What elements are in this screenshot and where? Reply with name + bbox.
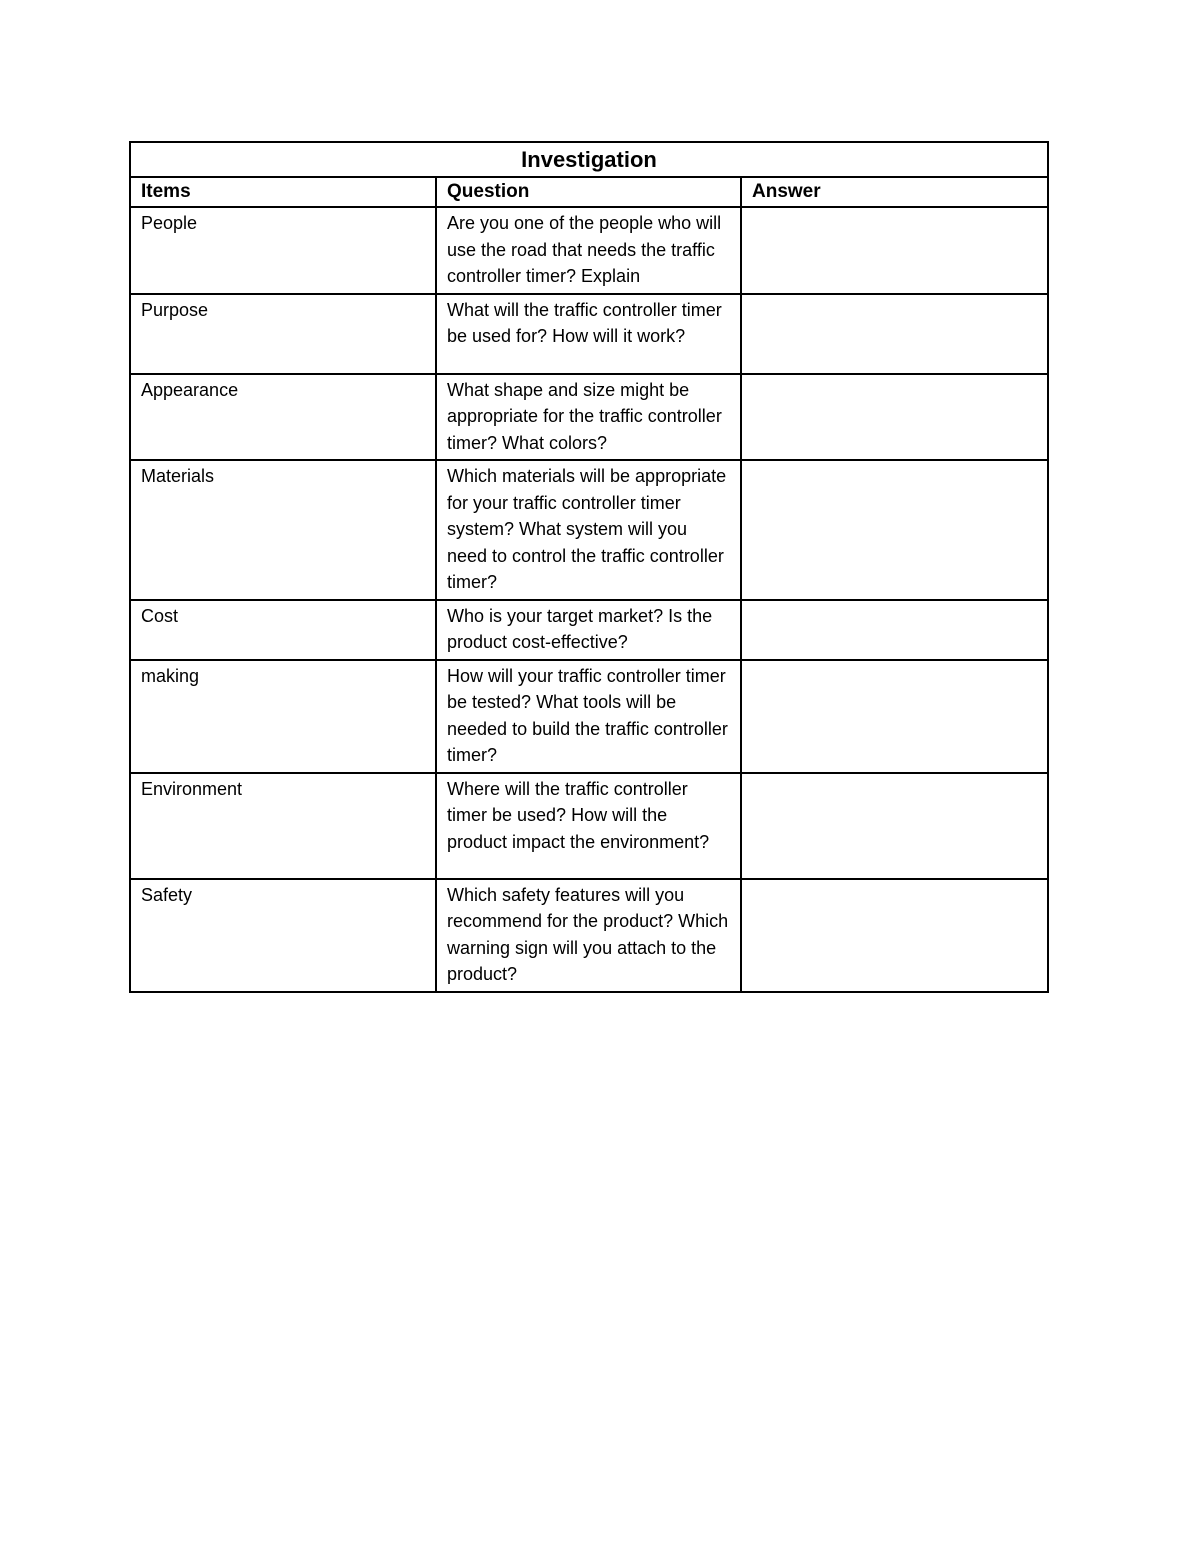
answer-cell[interactable]: [741, 879, 1048, 992]
item-cell: Environment: [130, 773, 436, 879]
question-cell: Where will the traffic controller timer be used? How will the product impact the environment?: [436, 773, 741, 879]
table-row: [130, 773, 1048, 879]
question-cell: Which materials will be appropriate for your traffic controller timer system? What system will you need to control the traffic controller timer?: [436, 460, 741, 600]
item-cell: making: [130, 660, 436, 773]
table-row: [130, 374, 1048, 461]
item-cell: Appearance: [130, 374, 436, 461]
table-row: [130, 207, 1048, 294]
answer-cell[interactable]: [741, 294, 1048, 374]
answer-cell[interactable]: [741, 207, 1048, 294]
item-cell: Cost: [130, 600, 436, 660]
header-items: Items: [130, 177, 436, 207]
investigation-sheet: [129, 141, 1047, 993]
answer-cell[interactable]: [741, 660, 1048, 773]
table-row: [130, 879, 1048, 992]
question-cell: How will your traffic controller timer be tested? What tools will be needed to build the traffic controller timer?: [436, 660, 741, 773]
table-row: [130, 294, 1048, 374]
answer-cell[interactable]: [741, 773, 1048, 879]
item-cell: Safety: [130, 879, 436, 992]
answer-cell[interactable]: [741, 600, 1048, 660]
header-question: Question: [436, 177, 741, 207]
investigation-table: [129, 141, 1049, 993]
item-cell: Materials: [130, 460, 436, 600]
question-cell: What shape and size might be appropriate for the traffic controller timer? What colors?: [436, 374, 741, 461]
table-row: [130, 460, 1048, 600]
question-cell: Which safety features will you recommend for the product? Which warning sign will you attach to the product?: [436, 879, 741, 992]
answer-cell[interactable]: [741, 374, 1048, 461]
title-row: [130, 142, 1048, 177]
table-row: [130, 600, 1048, 660]
question-cell: Who is your target market? Is the product cost-effective?: [436, 600, 741, 660]
table-title: Investigation: [130, 142, 1048, 177]
item-cell: Purpose: [130, 294, 436, 374]
table-row: [130, 660, 1048, 773]
header-answer: Answer: [741, 177, 1048, 207]
item-cell: People: [130, 207, 436, 294]
question-cell: Are you one of the people who will use the road that needs the traffic controller timer? Explain: [436, 207, 741, 294]
question-cell: What will the traffic controller timer be used for? How will it work?: [436, 294, 741, 374]
answer-cell[interactable]: [741, 460, 1048, 600]
header-row: [130, 177, 1048, 207]
